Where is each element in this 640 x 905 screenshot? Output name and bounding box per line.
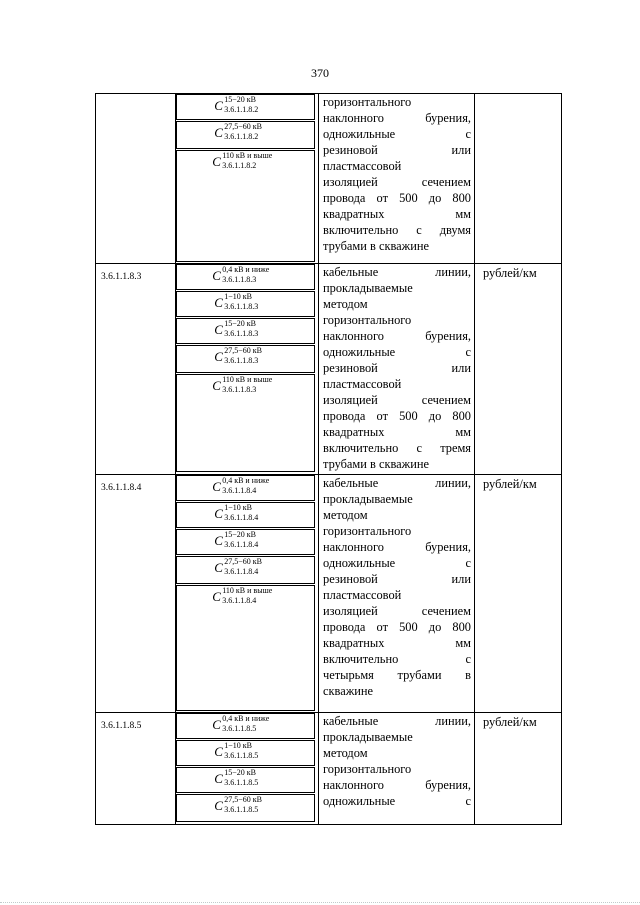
cost-letter: C xyxy=(214,295,223,310)
cost-symbol xyxy=(176,740,315,766)
item-description xyxy=(319,94,475,264)
cost-letter: C xyxy=(214,533,223,548)
description-line: квадратных мм xyxy=(323,425,471,439)
symbol-index: 3.6.1.1.8.5 xyxy=(224,805,259,814)
voltage-range: 1−10 кВ xyxy=(224,741,252,750)
cost-symbol xyxy=(176,585,315,711)
voltage-range: 1−10 кВ xyxy=(224,292,252,301)
cost-letter: C xyxy=(212,154,221,169)
cost-symbol xyxy=(176,502,315,528)
cost-letter: C xyxy=(214,349,223,364)
symbol-index: 3.6.1.1.8.5 xyxy=(224,751,259,760)
description-line: горизонтального xyxy=(323,313,412,327)
description-line: прокладываемые xyxy=(323,730,413,744)
description-line: одножильные с xyxy=(323,794,471,808)
cost-symbol xyxy=(176,767,315,793)
description-line: пластмассовой xyxy=(323,377,402,391)
cost-letter: C xyxy=(212,717,221,732)
description-line: включительно с двумя xyxy=(323,223,471,237)
cost-letter: C xyxy=(214,560,223,575)
description-line: наклонного бурения, xyxy=(323,329,471,343)
description-line: прокладываемые xyxy=(323,281,413,295)
description-line: скважине xyxy=(323,684,374,698)
description-line: одножильные с xyxy=(323,127,471,141)
page-edge-line xyxy=(0,902,640,903)
description-line: квадратных мм xyxy=(323,636,471,650)
symbol-cell xyxy=(176,264,319,475)
voltage-range: 27,5−60 кВ xyxy=(224,795,262,804)
cost-symbol xyxy=(176,150,315,262)
description-line: одножильные с xyxy=(323,556,471,570)
cost-symbol xyxy=(176,264,315,290)
unit-of-measure: рублей/км xyxy=(475,475,562,713)
voltage-range: 27,5−60 кВ xyxy=(224,122,262,131)
cost-symbol xyxy=(176,318,315,344)
description-line: одножильные с xyxy=(323,345,471,359)
cost-letter: C xyxy=(212,378,221,393)
symbol-index: 3.6.1.1.8.4 xyxy=(224,513,259,522)
symbol-index: 3.6.1.1.8.3 xyxy=(224,356,259,365)
description-line: методом xyxy=(323,508,368,522)
item-description xyxy=(319,475,475,713)
item-code: 3.6.1.1.8.3 xyxy=(96,264,176,475)
cost-symbol xyxy=(176,94,315,120)
description-line: изоляцией сечением xyxy=(323,604,471,618)
voltage-range: 0,4 кВ и ниже xyxy=(222,476,270,485)
unit-of-measure xyxy=(475,94,562,264)
voltage-range: 0,4 кВ и ниже xyxy=(222,265,270,274)
symbol-index: 3.6.1.1.8.2 xyxy=(224,132,259,141)
symbol-index: 3.6.1.1.8.5 xyxy=(224,778,259,787)
description-line: методом xyxy=(323,746,368,760)
description-line: методом xyxy=(323,297,368,311)
description-line: резиновой или xyxy=(323,361,471,375)
description-line: провода от 500 до 800 xyxy=(323,191,471,205)
symbol-index: 3.6.1.1.8.3 xyxy=(222,385,257,394)
item-description xyxy=(319,264,475,475)
description-line: трубами в скважине xyxy=(323,457,429,471)
cost-symbol xyxy=(176,345,315,373)
description-line: резиновой или xyxy=(323,143,471,157)
item-code xyxy=(96,94,176,264)
symbol-cell xyxy=(176,713,319,825)
description-line: квадратных мм xyxy=(323,207,471,221)
symbol-index: 3.6.1.1.8.3 xyxy=(222,275,257,284)
item-code: 3.6.1.1.8.5 xyxy=(96,713,176,825)
symbol-index: 3.6.1.1.8.4 xyxy=(222,486,257,495)
item-code: 3.6.1.1.8.4 xyxy=(96,475,176,713)
voltage-range: 15−20 кВ xyxy=(224,319,256,328)
voltage-range: 27,5−60 кВ xyxy=(224,346,262,355)
description-line: изоляцией сечением xyxy=(323,393,471,407)
cost-letter: C xyxy=(212,589,221,604)
voltage-range: 15−20 кВ xyxy=(224,768,256,777)
table-row xyxy=(96,94,562,264)
cost-letter: C xyxy=(214,506,223,521)
voltage-range: 110 кВ и выше xyxy=(222,151,273,160)
symbol-index: 3.6.1.1.8.4 xyxy=(224,540,259,549)
table-row xyxy=(96,264,562,475)
cost-symbol xyxy=(176,374,315,472)
cost-letter: C xyxy=(214,771,223,786)
symbol-index: 3.6.1.1.8.3 xyxy=(224,329,259,338)
description-line: включительно с xyxy=(323,652,471,666)
description-line: прокладываемые xyxy=(323,492,413,506)
description-line: кабельные линии, xyxy=(323,476,471,490)
voltage-range: 110 кВ и выше xyxy=(222,375,273,384)
cost-letter: C xyxy=(212,479,221,494)
description-line: кабельные линии, xyxy=(323,265,471,279)
description-line: трубами в скважине xyxy=(323,239,429,253)
voltage-range: 27,5−60 кВ xyxy=(224,557,262,566)
symbol-index: 3.6.1.1.8.4 xyxy=(222,596,257,605)
description-line: пластмассовой xyxy=(323,159,402,173)
voltage-range: 0,4 кВ и ниже xyxy=(222,714,270,723)
description-line: изоляцией сечением xyxy=(323,175,471,189)
unit-of-measure: рублей/км xyxy=(475,264,562,475)
symbol-index: 3.6.1.1.8.2 xyxy=(222,161,257,170)
description-line: горизонтального xyxy=(323,762,412,776)
cost-symbol xyxy=(176,475,315,501)
voltage-range: 15−20 кВ xyxy=(224,95,256,104)
description-line: наклонного бурения, xyxy=(323,540,471,554)
voltage-range: 1−10 кВ xyxy=(224,503,252,512)
item-description xyxy=(319,713,475,825)
table-row xyxy=(96,475,562,713)
cost-letter: C xyxy=(214,125,223,140)
cost-letter: C xyxy=(214,98,223,113)
tariff-table xyxy=(95,93,562,825)
unit-of-measure: рублей/км xyxy=(475,713,562,825)
description-line: кабельные линии, xyxy=(323,714,471,728)
description-line: резиновой или xyxy=(323,572,471,586)
voltage-range: 15−20 кВ xyxy=(224,530,256,539)
symbol-index: 3.6.1.1.8.4 xyxy=(224,567,259,576)
cost-symbol xyxy=(176,121,315,149)
description-line: провода от 500 до 800 xyxy=(323,409,471,423)
symbol-index: 3.6.1.1.8.5 xyxy=(222,724,257,733)
symbol-cell xyxy=(176,94,319,264)
cost-symbol xyxy=(176,529,315,555)
page-number: 370 xyxy=(311,66,329,80)
description-line: четырьмя трубами в xyxy=(323,668,471,682)
description-line: горизонтального xyxy=(323,524,412,538)
voltage-range: 110 кВ и выше xyxy=(222,586,273,595)
description-line: наклонного бурения, xyxy=(323,778,471,792)
cost-letter: C xyxy=(214,744,223,759)
symbol-index: 3.6.1.1.8.3 xyxy=(224,302,259,311)
description-line: пластмассовой xyxy=(323,588,402,602)
cost-letter: C xyxy=(214,322,223,337)
symbol-index: 3.6.1.1.8.2 xyxy=(224,105,259,114)
description-line: включительно с тремя xyxy=(323,441,471,455)
cost-letter: C xyxy=(214,798,223,813)
description-line: наклонного бурения, xyxy=(323,111,471,125)
cost-symbol xyxy=(176,713,315,739)
cost-letter: C xyxy=(212,268,221,283)
cost-symbol xyxy=(176,794,315,822)
symbol-cell xyxy=(176,475,319,713)
table-row xyxy=(96,713,562,825)
description-line: провода от 500 до 800 xyxy=(323,620,471,634)
description-line: горизонтального xyxy=(323,95,412,109)
cost-symbol xyxy=(176,556,315,584)
cost-symbol xyxy=(176,291,315,317)
